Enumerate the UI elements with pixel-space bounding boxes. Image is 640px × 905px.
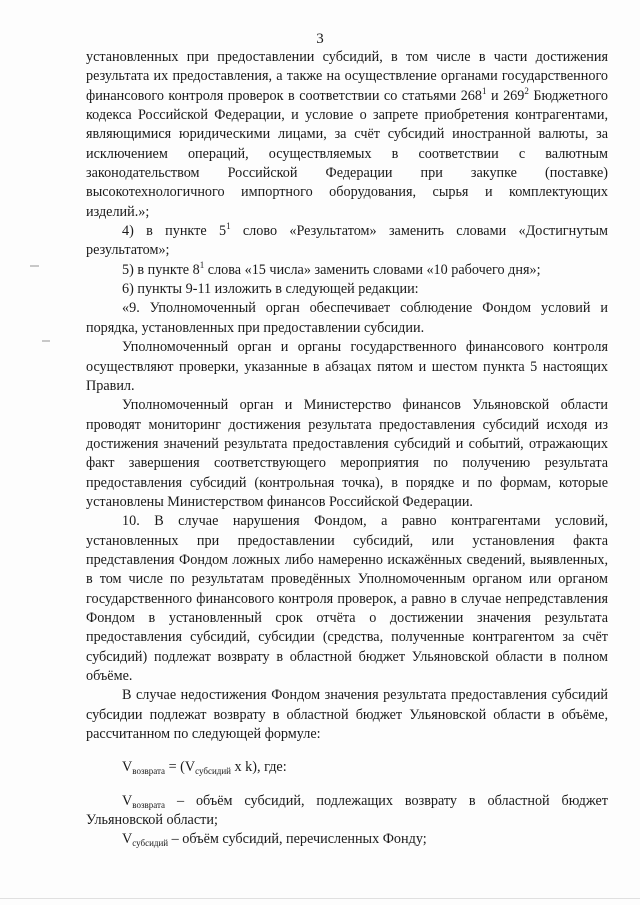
text-run: – объём субсидий, перечисленных Фонду; <box>168 831 427 848</box>
paragraph-clause-10: 10. В случае нарушения Фондом, а равно контрагентами условий, установленных при предоставлении субсидий, или установления факта представления Фондом ложных либо намеренно искажённых сведений, выявленных, в том числе по результатам проведённых Уполномоченным органом или органом государственного финансового контроля проверок, а равно в случае непредставления Фондом в установленный срок отчёта о достижении значения результата предоставления субсидий, субсидии (средства, полученные контрагентом за счёт субсидий) подлежат возврату в областной бюджет Ульяновской области в полном объёме. <box>86 513 608 684</box>
scan-artifact <box>0 898 640 899</box>
definition-return-volume <box>86 792 608 831</box>
formula <box>86 758 608 777</box>
subscript: возврата <box>132 766 166 777</box>
text-run: установленных при предоставлении субсидий, в том числе в части достижения результата их предоставления, а также на осуществление органами государственного финансового контроля проверок в соответствии со статьями 268 <box>86 49 608 104</box>
formula-var: V <box>122 831 133 848</box>
paragraph-inspections: Уполномоченный орган и органы государственного финансового контроля осуществляют проверки, указанные в абзацах пятом и шестом пункта 5 настоящих Правил. <box>86 339 608 394</box>
text-run: – объём субсидий, подлежащих возврату в областной бюджет Ульяновской области; <box>86 792 608 829</box>
paragraph-item-4 <box>86 222 608 261</box>
formula-text: x k), где: <box>230 759 287 776</box>
text-run: и 269 <box>486 87 525 104</box>
definition-subsidy-volume <box>86 830 608 849</box>
superscript: 2 <box>524 85 529 96</box>
superscript: 1 <box>481 85 487 96</box>
scan-artifact <box>42 340 50 342</box>
paragraph-monitoring: Уполномоченный орган и Министерство финансов Ульяновской области проводят мониторинг достижения результата предоставления субсидий исходя из достижения значений результата предоставления субсидий и событий, отражающих факт завершения соответствующего мероприятия по получению результата предоставления субсидий (контрольная точка), в порядке и по формам, которые установлены Министерством финансов Российской Федерации. <box>86 397 608 510</box>
paragraph-non-achievement: В случае недостижения Фондом значения результата предоставления субсидий субсидии подлежат возврату в областной бюджет Ульяновской области в объёме, рассчитанном по следующей формуле: <box>86 687 608 743</box>
text-run: Бюджетного кодекса Российской Федерации, и условие о запрете приобретения контрагентами, являющимися юридическими лицами, за счёт субсидий иностранной валюты, за исключением операций, осуществляемых в соответствии с валютным законодательством Российской Федерации при закупке (поставке) высокотехнологичного импортного оборудования, сырья и комплектующих изделий.»; <box>86 87 608 220</box>
paragraph-continuation <box>86 48 608 222</box>
subscript: субсидий <box>132 838 169 849</box>
document-body <box>86 48 608 850</box>
superscript: 1 <box>199 259 205 270</box>
page-number: 3 <box>316 31 324 47</box>
paragraph-item-6: 6) пункты 9-11 изложить в следующей редакции: <box>122 281 419 298</box>
formula-var: V <box>122 792 133 809</box>
text-run: слово «Результатом» заменить словами «Достигнутым результатом»; <box>86 223 609 259</box>
subscript: возврата <box>132 799 166 810</box>
text-run: 4) в пункте 5 <box>122 223 227 240</box>
scan-artifact <box>30 265 39 267</box>
subscript: субсидий <box>195 766 231 777</box>
formula-text: = (V <box>165 759 196 776</box>
text-run: 5) в пункте 8 <box>122 261 200 278</box>
paragraph-item-5 <box>86 261 608 280</box>
paragraph-clause-9: «9. Уполномоченный орган обеспечивает соблюдение Фондом условий и порядка, установленных при предоставлении субсидии. <box>86 300 608 336</box>
text-run: слова «15 числа» заменить словами «10 рабочего дня»; <box>204 261 541 278</box>
superscript: 1 <box>226 221 231 232</box>
formula-var: V <box>122 759 133 776</box>
